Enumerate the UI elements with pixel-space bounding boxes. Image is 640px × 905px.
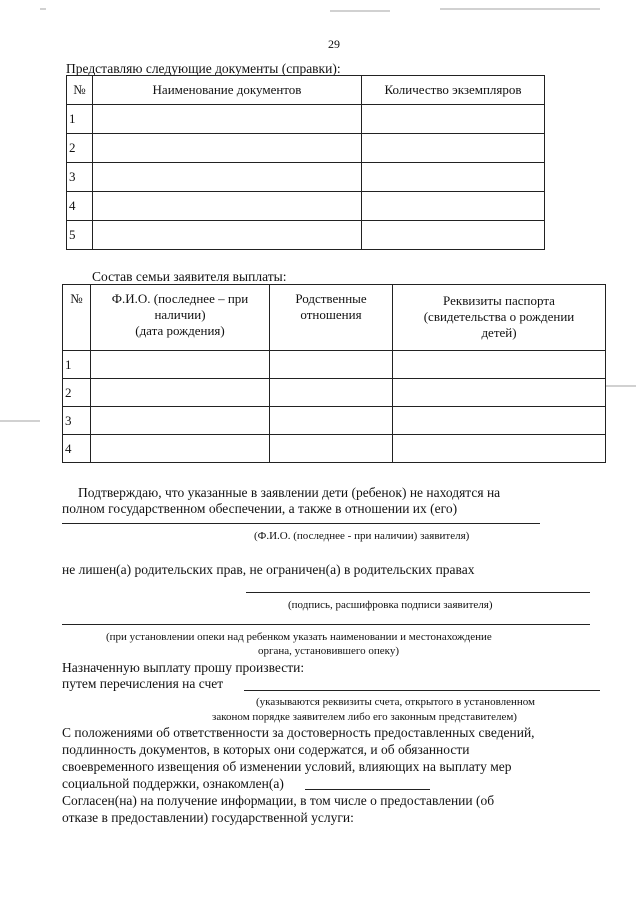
guardian-line[interactable] (62, 624, 590, 625)
passport-cell[interactable] (393, 435, 606, 463)
signature-caption: (подпись, расшифровка подписи заявителя) (288, 599, 493, 611)
header-cell-doc-count: Количество экземпляров (362, 76, 545, 105)
page-number: 29 (328, 37, 340, 51)
doc-name-cell[interactable] (93, 221, 362, 250)
table-row (67, 105, 545, 134)
passport-cell[interactable] (393, 407, 606, 435)
fio-cell[interactable] (91, 435, 270, 463)
relation-cell[interactable] (270, 379, 393, 407)
documents-table (66, 75, 545, 250)
table-row (67, 221, 545, 250)
scan-noise-top-1 (40, 8, 46, 10)
scan-noise-top-3 (440, 8, 600, 10)
doc-count-cell[interactable] (362, 163, 545, 192)
family-table (62, 284, 606, 463)
confirm-line-3: не лишен(а) родительских прав, не ограничен(а) в родительских правах (62, 562, 475, 577)
doc-count-cell[interactable] (362, 192, 545, 221)
responsibility-line-1: С положениями об ответственности за достоверность предоставленных сведений, (62, 725, 535, 740)
relation-cell[interactable] (270, 351, 393, 379)
fio-cell[interactable] (91, 407, 270, 435)
doc-name-cell[interactable] (93, 163, 362, 192)
confirm-line-2: полном государственном обеспечении, а также в отношении их (его) (62, 501, 458, 516)
row-number: 4 (67, 192, 93, 221)
guardian-note-2: органа, установившего опеку) (258, 645, 399, 657)
row-number: 3 (63, 407, 91, 435)
responsibility-line-3: своевременного извещения об изменении условий, влияющих на выплату мер (62, 759, 512, 774)
row-number: 3 (67, 163, 93, 192)
guardian-note-1: (при установлении опеки над ребенком указать наименовании и местонахождение (106, 631, 492, 643)
fio-caption: (Ф.И.О. (последнее - при наличии) заявителя) (254, 530, 470, 542)
doc-name-cell[interactable] (93, 134, 362, 163)
consent-line-2: отказе в предоставлении) государственной услуги: (62, 810, 354, 825)
doc-name-cell[interactable] (93, 192, 362, 221)
row-number: 1 (63, 351, 91, 379)
header-cell-number: № (67, 76, 93, 105)
table-row (67, 134, 545, 163)
row-number: 4 (63, 435, 91, 463)
table-row (63, 435, 606, 463)
fio-cell[interactable] (91, 379, 270, 407)
doc-count-cell[interactable] (362, 221, 545, 250)
header-cell-relation: Родственные отношения (270, 285, 393, 351)
row-number: 2 (67, 134, 93, 163)
account-line[interactable] (244, 690, 600, 691)
passport-cell[interactable] (393, 379, 606, 407)
fio-cell[interactable] (91, 351, 270, 379)
passport-cell[interactable] (393, 351, 606, 379)
scan-noise-right (606, 385, 636, 387)
payment-line-2: путем перечисления на счет (62, 676, 224, 691)
responsibility-line-2: подлинность документов, в которых они содержатся, и об обязанности (62, 742, 470, 757)
payment-line-1: Назначенную выплату прошу произвести: (62, 660, 305, 675)
docs-heading: Представляю следующие документы (справки): (66, 61, 341, 76)
table-row (67, 163, 545, 192)
table-row (67, 192, 545, 221)
account-note-1: (указываются реквизиты счета, открытого в установленном (256, 696, 536, 708)
row-number: 1 (67, 105, 93, 134)
doc-name-cell[interactable] (93, 105, 362, 134)
acknowledged-line[interactable] (305, 789, 430, 790)
fio-signature-line[interactable] (62, 523, 540, 524)
row-number: 5 (67, 221, 93, 250)
header-cell-fio: Ф.И.О. (последнее – при наличии) (дата рождения) (91, 285, 270, 351)
table-header-row (63, 285, 606, 351)
table-row (63, 407, 606, 435)
table-header-row (67, 76, 545, 105)
confirm-line-1: Подтверждаю, что указанные в заявлении дети (ребенок) не находятся на (78, 485, 501, 500)
scan-noise-top-2 (330, 10, 390, 12)
table-row (63, 379, 606, 407)
relation-cell[interactable] (270, 435, 393, 463)
header-cell-doc-name: Наименование документов (93, 76, 362, 105)
row-number: 2 (63, 379, 91, 407)
responsibility-line-4: социальной поддержки, ознакомлен(а) (62, 776, 284, 791)
doc-count-cell[interactable] (362, 134, 545, 163)
header-cell-number: № (63, 285, 91, 351)
doc-count-cell[interactable] (362, 105, 545, 134)
table-row (63, 351, 606, 379)
family-heading: Состав семьи заявителя выплаты: (92, 269, 287, 284)
signature-line[interactable] (246, 592, 590, 593)
relation-cell[interactable] (270, 407, 393, 435)
header-cell-passport: Реквизиты паспорта (свидетельства о рождении детей) (393, 285, 606, 351)
scan-noise-left (0, 420, 40, 422)
account-note-2: законом порядке заявителем либо его законным представителем) (212, 711, 517, 723)
consent-line-1: Согласен(на) на получение информации, в том числе о предоставлении (об (62, 793, 495, 808)
